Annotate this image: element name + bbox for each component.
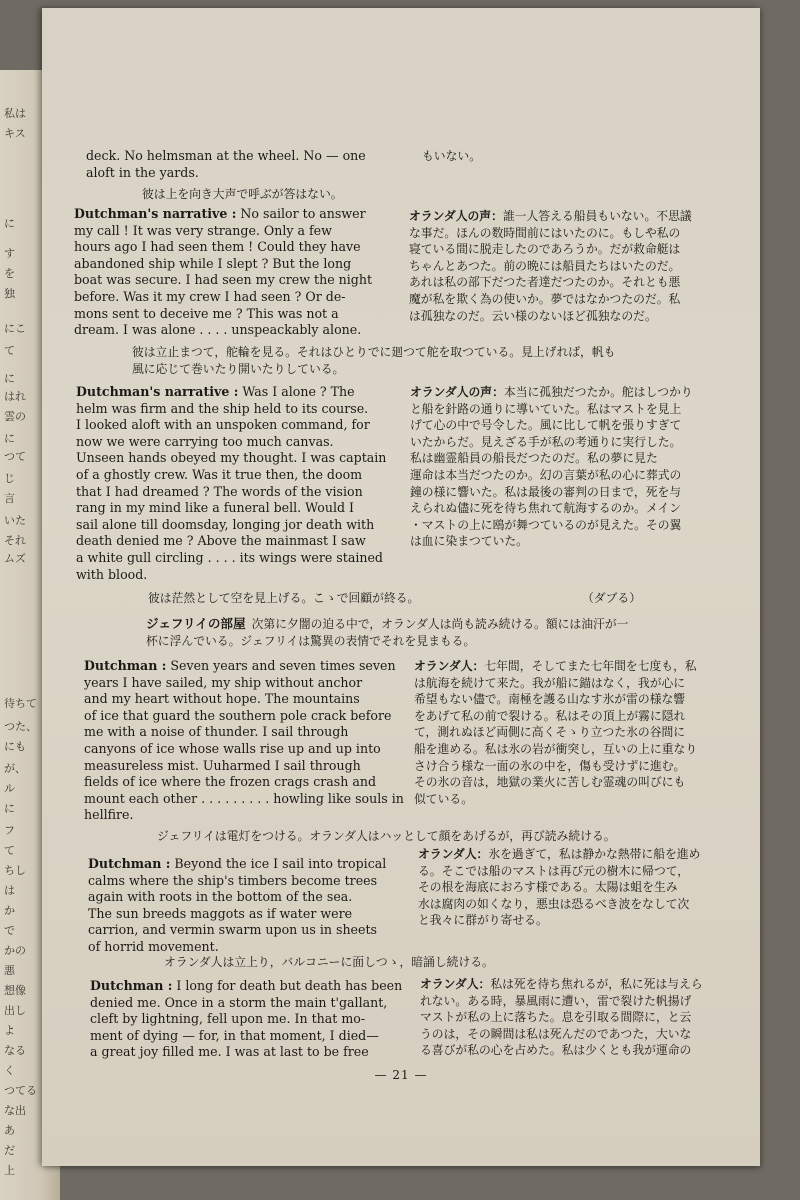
adjacent-page-text: ムズ xyxy=(4,552,26,565)
dialogue-text: 本当に孤独だつたか。舵はしつかり と船を針路の通りに導いていた。私はマストを見上 げて心の中で号令した。風に比して帆を張りすぎて いたからだ。見えざる手が私の考通りに実行した。 私は幽霊船員の船長だつたのだ。私の夢に見た 運命は本当だつたのか。幻の言葉が私の心に葬式の 鐘の様に響いた。私は最後の審判の日まで，死を与 えられぬ儘に死を待ち焦れて航海するのか。メイン ・マストの上に鴎が舞つているのが見えた。その翼 は血に染まつていた。 xyxy=(410,385,693,549)
scene-location: ジェフリイの部屋 xyxy=(146,616,246,631)
speaker-name: Dutchman's narrative : xyxy=(74,206,237,221)
dialogue-text: Beyond the ice I sail into tropical calms where the ship's timbers become trees again with roots in the bottom of the sea. The sun breeds maggots as if water were carrion, and vermin swarm upon us in sheets of horrid movement. xyxy=(88,856,387,954)
adjacent-page-text: キス xyxy=(4,127,26,140)
adjacent-page-text: に xyxy=(4,802,15,815)
japanese-dialogue xyxy=(418,846,748,929)
english-dialogue xyxy=(76,384,416,583)
script-page xyxy=(42,8,760,1166)
dialogue-text: No sailor to answer my call ! It was very strange. Only a few hours ago I had seen them ! Could they have abandoned ship while I slept ? But the long boat was secure. I had seen my crew the night before. Was it my crew I had seen ? Or de- mons sent to deceive me ? This was not a dream. I was alone . . . . unspeackably alone. xyxy=(74,206,373,338)
japanese-dialogue xyxy=(410,384,745,550)
adjacent-page-text: に xyxy=(4,372,15,385)
adjacent-page-text: 想像 xyxy=(4,984,26,997)
speaker-name: Dutchman : xyxy=(90,978,173,993)
english-dialogue xyxy=(74,206,414,339)
adjacent-page-text: それ xyxy=(4,534,26,547)
japanese-dialogue xyxy=(414,658,744,807)
adjacent-page-text: よ xyxy=(4,1024,15,1037)
speaker-name: Dutchman : xyxy=(88,856,171,871)
adjacent-page-text: かの xyxy=(4,944,26,957)
adjacent-page-text: て xyxy=(4,844,15,857)
english-dialogue xyxy=(90,978,420,1061)
adjacent-page-text: じ xyxy=(4,472,15,485)
adjacent-page-text: が、 xyxy=(4,762,26,775)
english-dialogue: deck. No helmsman at the wheel. No — one aloft in the yards. xyxy=(86,148,366,180)
dialogue-text: Seven years and seven times seven years I have sailed, my ship without anchor and my heart without hope. The mountains of ice that guard the southern pole crack before me with a noise of thunder. I sail through canyons of ice whose walls rise up and up into measureless mist. Uuharmed I sail through fields of ice where the frozen crags crash and mount each other . . . . . . . . . howling like souls in hellfire. xyxy=(84,658,404,823)
stage-direction: オランダ人は立上り，バルコニーに面しつゝ，暗誦し続ける。 xyxy=(164,955,494,969)
dialogue-text: 私は死を待ち焦れるが，私に死は与えら れない。ある時，暴風雨に遭い，雷で裂けた帆揚げ マストが私の上に落ちた。息を引取る間際に，と云 うのは，その瞬間は私は死んだのであつた，大いな る喜びが私の心を占めた。私は少くとも我が運命の xyxy=(420,977,703,1058)
speaker-name: オランダ人の声： xyxy=(410,385,504,399)
dialogue-text: 誰一人答える船員もいない。不思議 な事だ。ほんの数時間前にはいたのに。もしや私の 寝ている間に脱走したのであろうか。だが救命艇は ちゃんとあつた。前の晩には船員たちはいたのだ。 あれは私の部下だつた者達だつたのか。それとも悪 魔が私を欺く為の使いか。夢ではなかつたのだ。私 は孤独なのだ。云い様のないほど孤独なのだ。 xyxy=(409,209,692,323)
adjacent-page-text: フ xyxy=(4,824,15,837)
speaker-name: オランダ人： xyxy=(420,977,491,991)
adjacent-page-text: 雲の xyxy=(4,410,26,423)
stage-direction: 次第に夕闇の迫る中で，オランダ人は尚も読み続ける。額には油汗が一 杯に浮んでいる。ジェフリイは驚異の表情でそれを見まもる。 xyxy=(146,617,629,648)
adjacent-page-text: な出 xyxy=(4,1104,26,1117)
adjacent-page-text: 言 xyxy=(4,492,15,505)
english-dialogue xyxy=(84,658,414,824)
adjacent-page-text: にこ xyxy=(4,322,26,335)
dialogue-text: 七年間，そしてまた七年間を七度も，私 は航海を続けて来た。我が船に錨はなく，我が心に 希望もない儘で。南極を護る山なす氷が雷の様な響 をあげて私の前で裂ける。私はその頂上が霧に隠れ て，測れぬほど両側に高くそゝり立つた氷の谷間に 船を進める。私は氷の岩が衝突し，互いの上に重なり さけ合う様な一面の氷の中を，傷も受けずに進む。 その氷の音は，地獄の業火に苦しむ霊魂の叫びにも 似ている。 xyxy=(414,659,698,806)
adjacent-page-text: に xyxy=(4,432,15,445)
japanese-dialogue xyxy=(420,976,750,1059)
speaker-name: Dutchman's narrative : xyxy=(76,384,239,399)
transition-note: （ダブる） xyxy=(582,591,641,605)
stage-direction: 彼は上を向き大声で呼ぶが答はない。 xyxy=(142,187,343,201)
adjacent-page-text: を xyxy=(4,267,15,280)
adjacent-page-text: はれ xyxy=(4,390,26,403)
stage-direction: ジェフリイは電灯をつける。オランダ人はハッとして顔をあげるが，再び読み続ける。 xyxy=(157,829,616,843)
adjacent-page-text: 悪 xyxy=(4,964,15,977)
page-number: — 21 — xyxy=(374,1068,428,1082)
dialogue-text: Was I alone ? The helm was firm and the ship held to its course. I looked aloft with an unspoken command, for now we were carrying too much canvas. Unseen hands obeyed my thought. I was captain of a ghostly crew. Was it true then, the doom that I had dreamed ? The words of the vision rang in my mind like a funeral bell. Would I sail alone till doomsday, longing jor death with death denied me ? Above the mainmast I saw a white gull circling . . . . its wings were stained with blood. xyxy=(76,384,387,582)
adjacent-page-text: 出し xyxy=(4,1004,26,1017)
dialogue-text: 氷を過ぎて，私は静かな熱帯に船を進め る。そこでは船のマストは再び元の樹木に帰つて， その根を海底におろす様である。太陽は蛆を生み 水は腐肉の如くなり，悪虫は恐るべき波をなして次 と我々に群がり寄せる。 xyxy=(418,847,701,928)
adjacent-page-text: だ xyxy=(4,1144,15,1157)
adjacent-page-text: ちし xyxy=(4,864,26,877)
speaker-name: オランダ人： xyxy=(418,847,489,861)
adjacent-page-text: いた xyxy=(4,514,26,527)
stage-direction: 彼は立止まつて，舵輪を見る。それはひとりでに廻つて舵を取つている。見上げれば，帆も 風に応じて巻いたり開いたりしている。 xyxy=(132,345,616,376)
japanese-dialogue: もいない。 xyxy=(422,149,481,163)
adjacent-page-text: 独 xyxy=(4,287,15,300)
scene-heading xyxy=(146,616,716,649)
adjacent-page-text: つた、 xyxy=(4,720,37,733)
adjacent-page-text: て xyxy=(4,344,15,357)
adjacent-page-text: にも xyxy=(4,740,26,753)
adjacent-page-text: ル xyxy=(4,782,15,795)
speaker-name: Dutchman : xyxy=(84,658,167,673)
adjacent-page-text: 私は xyxy=(4,107,26,120)
dialogue-text: I long for death but death has been denied me. Once in a storm the main t'gallant, cleft by lightning, fell upon me. In that mo- ment of dying — for, in that moment, I died— a great joy filled me. I was at last to be free xyxy=(90,978,403,1060)
adjacent-page-text: 上 xyxy=(4,1164,15,1177)
adjacent-page-text: あ xyxy=(4,1124,15,1137)
adjacent-page-text: つてる xyxy=(4,1084,37,1097)
stage-direction: 彼は茫然として空を見上げる。こゝで回顧が終る。 xyxy=(148,591,420,605)
adjacent-page-text: か xyxy=(4,904,15,917)
english-dialogue xyxy=(88,856,418,956)
adjacent-page-text: す xyxy=(4,247,15,260)
adjacent-page-text: く xyxy=(4,1064,15,1077)
japanese-dialogue xyxy=(409,208,744,324)
adjacent-page-text: つて xyxy=(4,450,26,463)
adjacent-page-text: 待ちて xyxy=(4,697,37,710)
adjacent-page-text: なる xyxy=(4,1044,26,1057)
speaker-name: オランダ人： xyxy=(414,659,485,673)
speaker-name: オランダ人の声： xyxy=(409,209,503,223)
adjacent-page-text: は xyxy=(4,884,15,897)
adjacent-page-text: に xyxy=(4,217,15,230)
adjacent-page-text: で xyxy=(4,924,15,937)
